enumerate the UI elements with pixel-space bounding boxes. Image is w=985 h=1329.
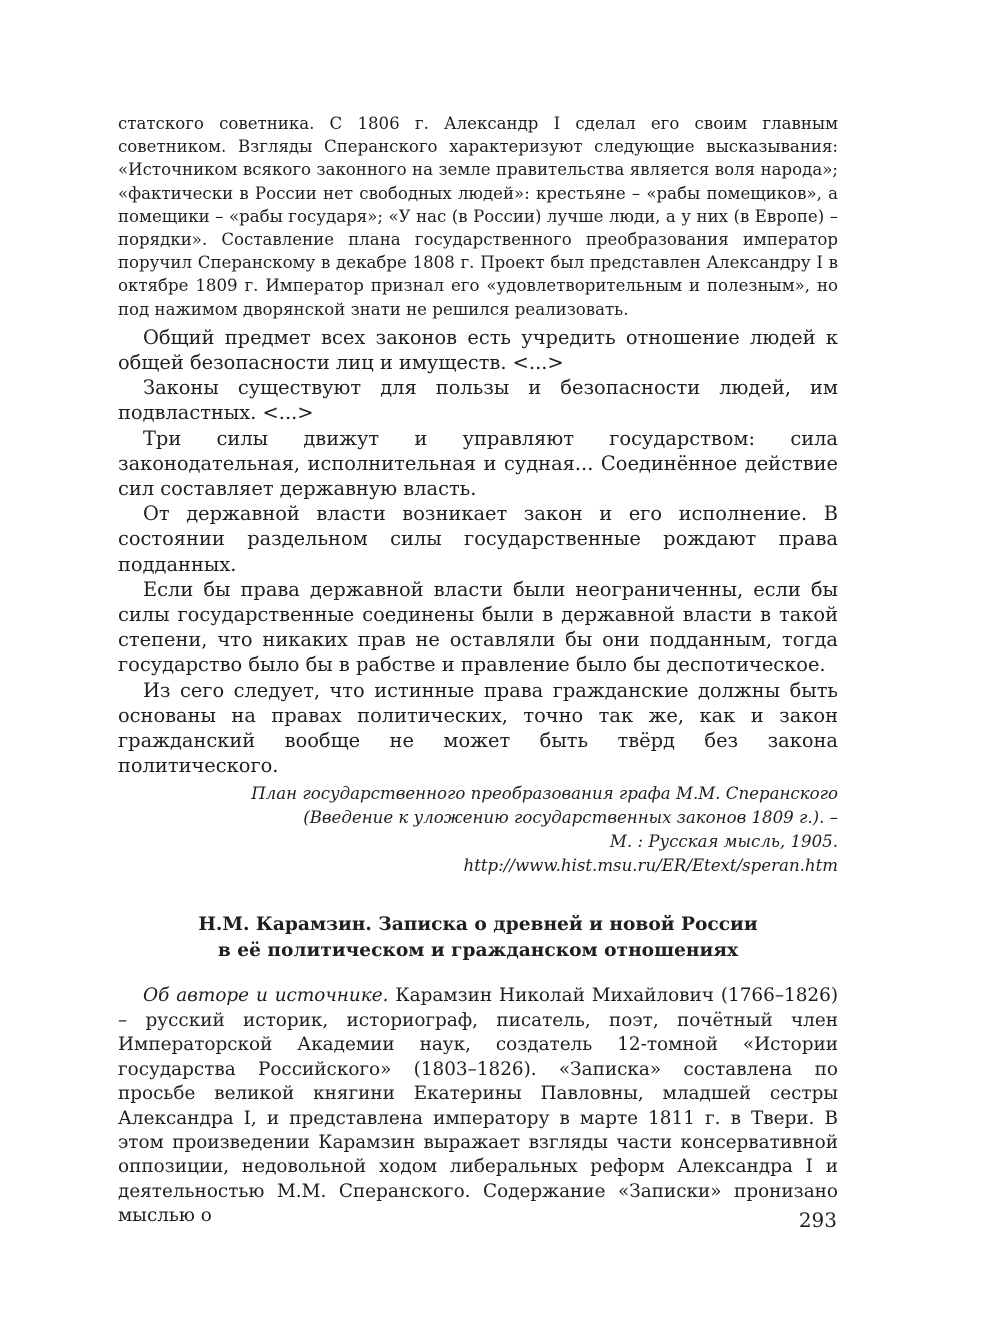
quote-paragraph: Общий предмет всех законов есть учредить отношение людей к общей безопасности лиц и имуществ. <...> [118,325,838,375]
source-publisher: М. : Русская мысль, 1905. [609,832,838,852]
page-body [118,112,838,1229]
page-number: 293 [798,1208,837,1232]
about-text: Карамзин Николай Михайлович (1766–1826) – русский историк, историограф, писатель, поэт, почётный член Императорской Академии наук, создатель 12-томной «Истории государства Российского» (1803–1826). «Записка» составлена по просьбе великой княгини Екатерины Павловны, младшей сестры Александра I, и представлена императору в марте 1811 г. в Твери. В этом произведении Карамзин выражает взгляды части консервативной оппозиции, недовольной ходом либеральных реформ Александра I и деятельностью М.М. Сперанского. Содержание «Записки» пронизано мыслью о [118,985,838,1227]
section-title-line: в её политическом и гражданском отношениях [217,940,739,962]
quote-paragraph: От державной власти возникает закон и его исполнение. В состоянии раздельном силы государственные рождают права подданных. [118,502,838,576]
section-title-line: Н.М. Карамзин. Записка о древней и новой России [198,914,758,936]
intro-paragraph: статского советника. С 1806 г. Александр I сделал его своим главным советником. Взгляды Сперанского характеризуют следующие высказывания: «Источником всякого законного на земле правительства является воля народа»; «фактически в России нет свободных людей»: крестьяне – «рабы помещиков», а помещики – «рабы государя»; «У нас (в России) лучше люди, а у них (в Европе) – порядки». Составление плана государственного преобразования император поручил Сперанскому в декабре 1808 г. Проект был представлен Александру I в октябре 1809 г. Император признал его «удовлетворительным и полезным», но под нажимом дворянской знати не решился реализовать. [118,114,838,319]
speransky-quote [118,325,838,779]
section-title [118,912,838,964]
quote-paragraph: Если бы права державной власти были неограниченны, если бы силы государственные соединены были в державной власти в такой степени, что никаких прав не оставляли бы они подданным, тогда государство было бы в рабстве и правление было бы деспотическое. [118,577,838,677]
quote-paragraph: Три силы движут и управляют государством: сила законодательная, исполнительная и судная... Соединённое действие сил составляет державную власть. [118,426,838,501]
quote-paragraph: Из сего следует, что истинные права гражданские должны быть основаны на правах политических, точно так же, как и закон гражданский вообще не может быть твёрд без закона политического. [118,678,838,778]
about-paragraph [118,984,838,1228]
source-url: http://www.hist.msu.ru/ER/Etext/speran.htm [463,856,838,876]
source-citation [118,782,838,878]
quote-paragraph: Законы существуют для пользы и безопасности людей, им подвластных. <...> [118,376,838,425]
about-lead: Об авторе и источнике. [143,985,389,1007]
source-subtitle: (Введение к уложению государственных законов 1809 г.). – [303,808,838,828]
source-title: План государственного преобразования графа М.М. Сперанского [251,784,838,804]
